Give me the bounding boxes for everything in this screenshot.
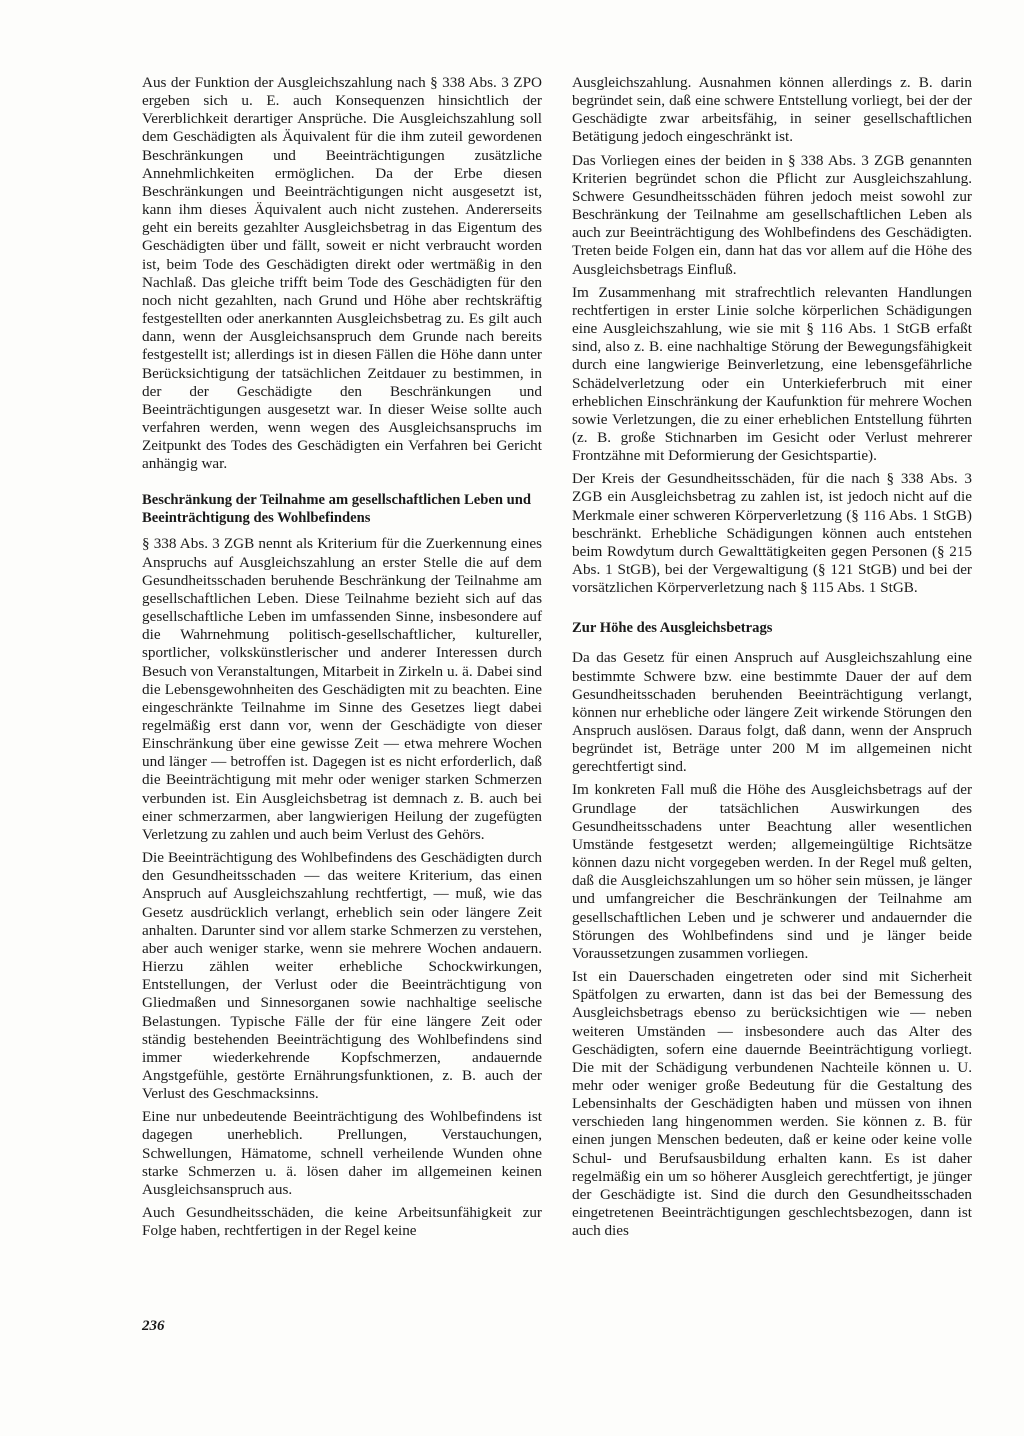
paragraph: Auch Gesundheitsschäden, die keine Arbeitsunfähigkeit zur Folge haben, rechtfertigen in der Regel keine bbox=[142, 1204, 542, 1240]
paragraph: Im Zusammenhang mit strafrechtlich relevanten Handlungen rechtfertigen in erster Linie solche körperlichen Schädigungen eine Ausgleichszahlung, wie sie mit § 116 Abs. 1 StGB erfaßt sind, also z. B. eine nachhaltige Störung der Bewegungsfähigkeit durch eine langwierige Beinverletzung, eine lebensgefährliche Schädelverletzung oder ein Unterkieferbruch mit einer erheblichen Einschränkung der Kaufunktion für mehrere Wochen sowie Verletzungen, die zu einer erheblichen Entstellung führten (z. B. große Stichnarben im Gesicht oder Verlust mehrerer Frontzähne mit Deformierung der Gesichtspartie). bbox=[572, 283, 972, 465]
paragraph: § 338 Abs. 3 ZGB nennt als Kriterium für die Zuerkennung eines Anspruchs auf Ausgleichszahlung an erster Stelle die auf dem Gesundheitsschaden beruhende Beschränkung der Teilnahme am gesellschaftlichen Leben. Diese Teilnahme bezieht sich auf das gesellschaftliche Leben im umfassenden Sinne, insbesondere auf die Wahrnehmung politisch-gesellschaftlicher, kultureller, sportlicher, volkskünstlerischer und anderer Interessen durch Besuch von Veranstaltungen, Mitarbeit in Zirkeln u. ä. Dabei sind die Lebensgewohnheiten des Geschädigten mit zu beachten. Eine eingeschränkte Teilnahme im Sinne des Gesetzes liegt dabei regelmäßig erst dann vor, wenn der Geschädigte von dieser Einschränkung über eine gewisse Zeit — etwa mehrere Wochen und länger — betroffen ist. Dagegen ist es nicht erforderlich, daß die Beeinträchtigung mit mehr oder weniger starken Schmerzen verbunden ist. Ein Ausgleichsbetrag ist demnach z. B. auch bei einer schmerzarmen, aber langwierigen Heilung der zugefügten Verletzung zu zahlen und auch beim Verlust des Gehörs. bbox=[142, 535, 542, 843]
paragraph: Ist ein Dauerschaden eingetreten oder sind mit Sicherheit Spätfolgen zu erwarten, dann ist das bei der Bemessung des Ausgleichsbetrags ebenso zu berücksichtigen wie — neben weiteren Umständen — insbesondere auch das Alter des Geschädigten, sofern eine dauernde Beeinträchtigung vorliegt. Die mit der Schädigung verbundenen Nachteile können u. U. mehr oder weniger große Bedeutung für die Gestaltung des Lebensinhalts der Geschädigten haben und müssen von ihnen verschieden lang hingenommen werden. Sie können z. B. für einen jungen Menschen bedeuten, daß er keine oder keine volle Schul- und Berufsausbildung erhalten kann. Es ist daher regelmäßig ein um so höherer Ausgleich gerechtfertigt, je jünger der Geschädigte ist. Sind die durch den Gesundheitsschaden eingetretenen Beeinträchtigungen geschlechtsbezogen, dann ist auch dies bbox=[572, 968, 972, 1240]
paragraph: Ausgleichszahlung. Ausnahmen können allerdings z. B. darin begründet sein, daß eine schwere Entstellung vorliegt, bei der der Geschädigte zwar arbeitsfähig, in seiner gesellschaftlichen Betätigung jedoch eingeschränkt ist. bbox=[572, 74, 972, 146]
paragraph: Da das Gesetz für einen Anspruch auf Ausgleichszahlung eine bestimmte Schwere bzw. eine bestimmte Dauer der auf dem Gesundheitsschaden beruhenden Beeinträchtigung verlangt, können nur erhebliche oder längere Zeit wirkende Störungen den Anspruch auslösen. Daraus folgt, daß dann, wenn der Anspruch begründet ist, Beträge unter 200 M im allgemeinen nicht gerechtfertigt sind. bbox=[572, 649, 972, 776]
section-heading: Beschränkung der Teilnahme am gesellschaftlichen Leben und Beeinträchtigung des Wohlbefindens bbox=[142, 492, 531, 527]
paragraph: Im konkreten Fall muß die Höhe des Ausgleichsbetrags auf der Grundlage der tatsächlichen Auswirkungen des Gesundheitsschadens unter Beachtung aller wesentlichen Umstände festgesetzt werden; allgemeingültige Richtsätze können dazu nicht vorgegeben werden. In der Regel muß gelten, daß die Ausgleichszahlungen um so höher sein müssen, je länger und umfangreicher die Beschränkungen der Teilnahme am gesellschaftlichen Leben und je schwerer und andauernder die Störungen des Wohlbefindens sind und je länger beide Voraussetzungen zusammen vorliegen. bbox=[572, 781, 972, 962]
paragraph: Der Kreis der Gesundheitsschäden, für die nach § 338 Abs. 3 ZGB ein Ausgleichsbetrag zu zahlen ist, ist jedoch nicht auf die Merkmale einer schweren Körperverletzung (§ 116 Abs. 1 StGB) beschränkt. Erhebliche Schädigungen können auch entstehen beim Rowdytum durch Gewalttätigkeiten gegen Personen (§ 215 Abs. 1 StGB), bei der Vergewaltigung (§ 121 StGB) und bei der vorsätzlichen Körperverletzung nach § 115 Abs. 1 StGB. bbox=[572, 470, 972, 597]
paragraph: Aus der Funktion der Ausgleichszahlung nach § 338 Abs. 3 ZPO ergeben sich u. E. auch Konsequenzen hinsichtlich der Vererblichkeit derartiger Ansprüche. Die Ausgleichszahlung soll dem Geschädigten als Äquivalent für die ihm zuteil gewordenen Beschränkungen und Beeinträchtigungen zusätzliche Annehmlichkeiten ermöglichen. Da der Erbe diesen Beschränkungen und Beeinträchtigungen nicht ausgesetzt ist, kann ihm dieses Äquivalent auch nicht zustehen. Andererseits geht ein bereits gezahlter Ausgleichsbetrag in das Eigentum des Geschädigten über und fällt, soweit er nicht verbraucht worden ist, beim Tode des Geschädigten direkt oder wertmäßig in den Nachlaß. Das gleiche trifft beim Tode des Geschädigten für den noch nicht gezahlten, nach Grund und Höhe aber rechtskräftig festgestellten oder anerkannten Ausgleichsbetrag zu. Es gilt auch dann, wenn der Ausgleichsanspruch dem Grunde nach bereits festgestellt ist; allerdings ist in diesen Fällen die Höhe dann unter Berücksichtigung der tatsächlichen Zeitdauer zu bestimmen, in der der Geschädigte den Beschränkungen und Beeinträchtigungen ausgesetzt war. In dieser Weise sollte auch verfahren werden, wenn wegen des Ausgleichsanspruchs im Zeitpunkt des Todes des Geschädigten ein Verfahren bei Gericht anhängig war. bbox=[142, 74, 542, 473]
paragraph: Die Beeinträchtigung des Wohlbefindens des Geschädigten durch den Gesundheitsschaden — das weitere Kriterium, das einen Anspruch auf Ausgleichszahlung rechtfertigt, — muß, wie das Gesetz ausdrücklich verlangt, erheblich sein oder längere Zeit anhalten. Darunter sind vor allem starke Schmerzen zu verstehen, aber auch weniger starke, wenn sie mehrere Wochen andauern. Hierzu zählen weiter erhebliche Schockwirkungen, Entstellungen, der Verlust oder die Beeinträchtigung von Gliedmaßen und Sinnesorganen sowie nachhaltige seelische Belastungen. Typische Fälle der für eine längere Zeit oder ständig bestehenden Beeinträchtigung des Wohlbefindens sind immer wiederkehrende Kopfschmerzen, andauernde Angstgefühle, gestörte Ernährungsfunktionen, z. B. auch der Verlust des Geschmacksinns. bbox=[142, 849, 542, 1103]
paragraph: Eine nur unbedeutende Beeinträchtigung des Wohlbefindens ist dagegen unerheblich. Prellungen, Verstauchungen, Schwellungen, Hämatome, schnell verheilende Wunden ohne starke Schmerzen u. ä. lösen daher im allgemeinen keinen Ausgleichsanspruch aus. bbox=[142, 1108, 542, 1198]
right-column bbox=[572, 74, 972, 1245]
left-column bbox=[142, 74, 542, 1245]
paragraph: Das Vorliegen eines der beiden in § 338 Abs. 3 ZGB genannten Kriterien begründet schon die Pflicht zur Ausgleichszahlung. Schwere Gesundheitsschäden führen jedoch meist sowohl zur Beschränkung der Teilnahme am gesellschaftlichen Leben als auch zur Beeinträchtigung des Wohlbefindens des Geschädigten. Treten beide Folgen ein, dann hat das vor allem auf die Höhe des Ausgleichsbetrags Einfluß. bbox=[572, 151, 972, 278]
section-heading: Zur Höhe des Ausgleichsbetrags bbox=[572, 620, 773, 637]
page-number: 236 bbox=[142, 1318, 165, 1334]
